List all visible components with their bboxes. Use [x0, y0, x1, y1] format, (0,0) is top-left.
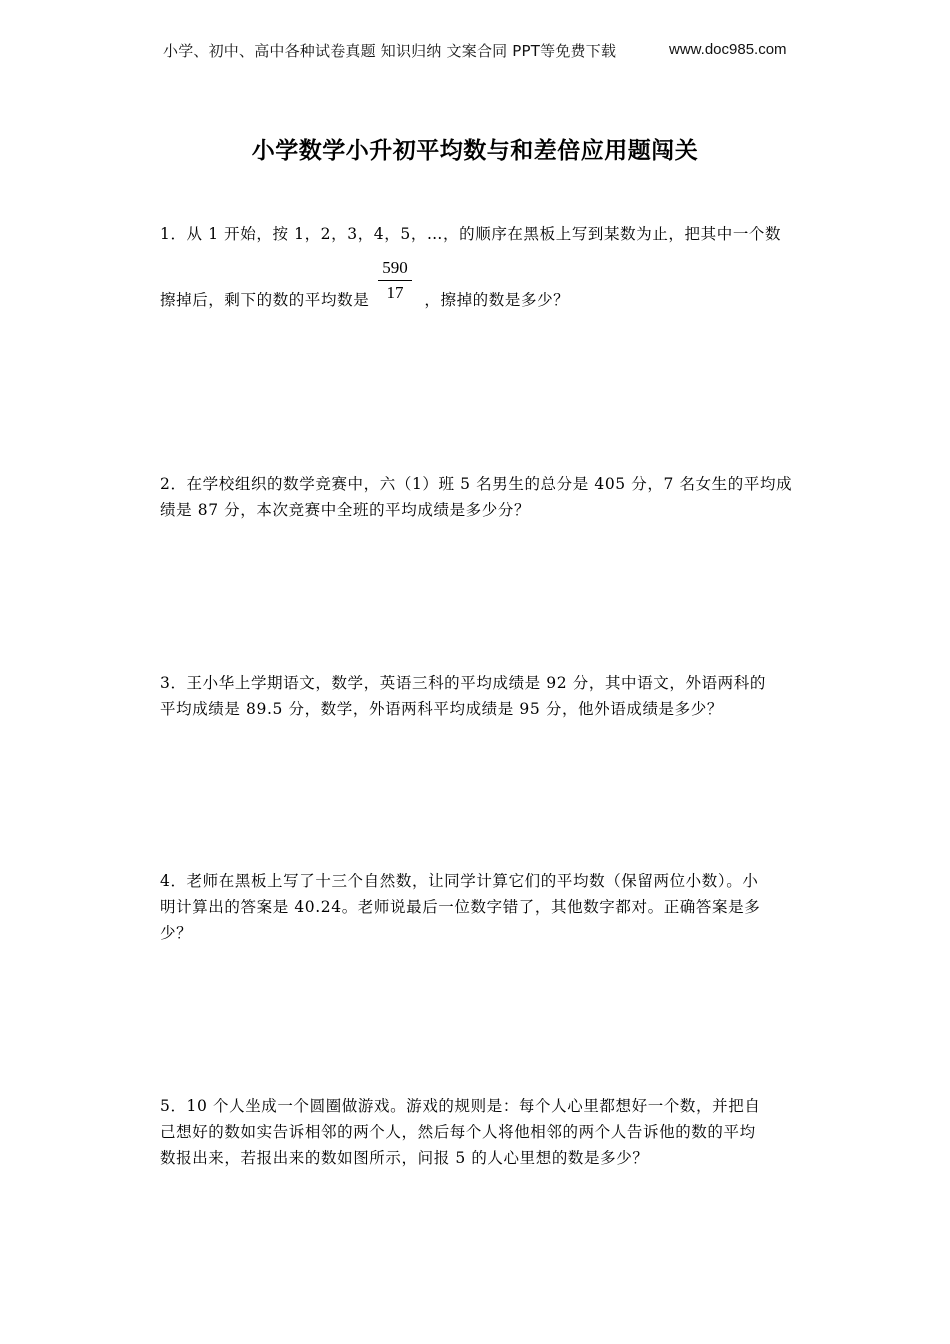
question-3 — [160, 670, 794, 722]
page-title: 小学数学小升初平均数与和差倍应用题闯关 — [251, 138, 699, 164]
question-5-line-3: 数报出来，若报出来的数如图所示，问报 5 的人心里想的数是多少？ — [160, 1149, 649, 1167]
header-site-url[interactable]: www.doc985.com — [669, 41, 787, 58]
fraction-numerator: 590 — [378, 258, 412, 281]
question-4-line-3: 少？ — [160, 924, 193, 942]
question-3-line-1: 3．王小华上学期语文，数学，英语三科的平均成绩是 92 分，其中语文，外语两科的 — [160, 674, 766, 692]
question-5 — [160, 1093, 794, 1171]
question-4-line-1: 4．老师在黑板上写了十三个自然数，让同学计算它们的平均数（保留两位小数）。小 — [160, 872, 759, 890]
question-5-line-1: 5．10 个人坐成一个圆圈做游戏。游戏的规则是：每个人心里都想好一个数，并把自 — [160, 1097, 761, 1115]
question-1-line-2-wrap — [160, 287, 794, 313]
fraction-590-over-17 — [378, 258, 412, 303]
question-5-line-2: 己想好的数如实告诉相邻的两个人，然后每个人将他相邻的两个人告诉他的数的平均 — [160, 1123, 756, 1141]
question-1-line-2b: ，擦掉的数是多少？ — [424, 291, 570, 309]
question-4 — [160, 868, 794, 946]
question-2-line-2: 绩是 87 分，本次竞赛中全班的平均成绩是多少分？ — [160, 501, 531, 519]
question-2-line-1: 2．在学校组织的数学竞赛中，六（1）班 5 名男生的总分是 405 分，7 名女生的平均成 — [160, 475, 793, 493]
question-1-line-2a: 擦掉后，剩下的数的平均数是 — [160, 291, 370, 309]
fraction-denominator: 17 — [386, 283, 404, 302]
question-1-line-1: 1．从 1 开始，按 1，2，3，4，5，…，的顺序在黑板上写到某数为止，把其中一个数 — [160, 225, 782, 243]
question-4-line-2: 明计算出的答案是 40.24。老师说最后一位数字错了，其他数字都对。正确答案是多 — [160, 898, 761, 916]
header-tagline: 小学、初中、高中各种试卷真题 知识归纳 文案合同 PPT等免费下载 — [163, 42, 617, 60]
question-2 — [160, 471, 794, 523]
question-1 — [160, 221, 794, 247]
question-3-line-2: 平均成绩是 89.5 分，数学，外语两科平均成绩是 95 分，他外语成绩是多少？ — [160, 700, 723, 718]
